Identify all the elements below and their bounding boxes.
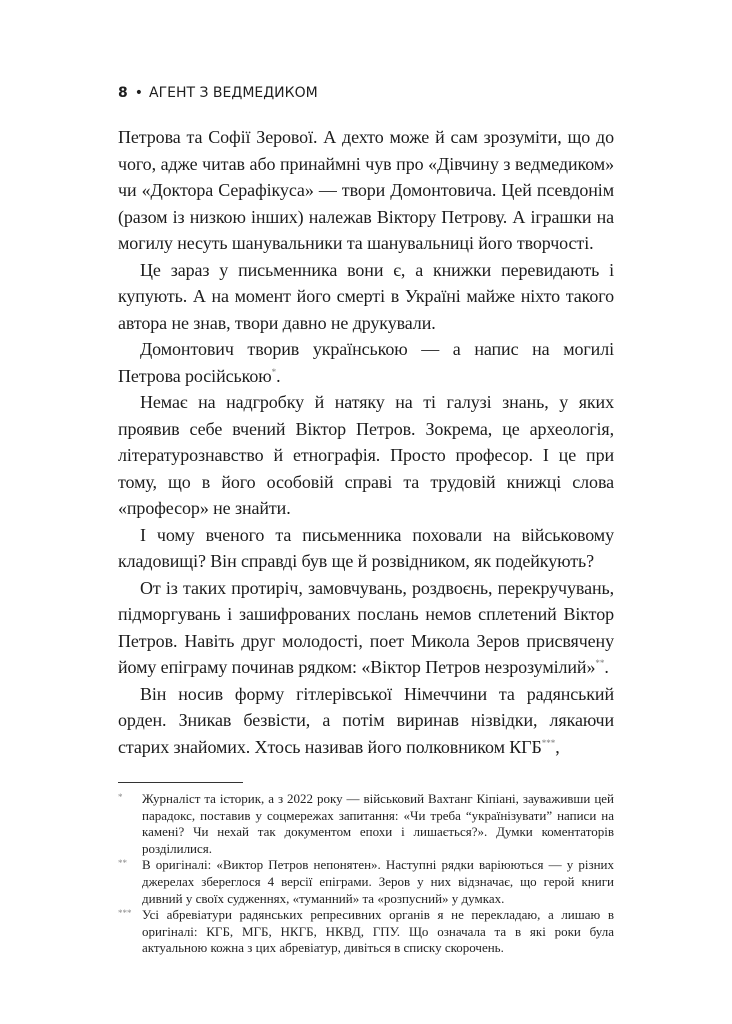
footnote-mark: *: [118, 792, 123, 802]
paragraph-text: Домонтович творив українською — а напис на могилі Петрова російською: [118, 339, 614, 386]
footnote: [118, 791, 614, 857]
footnote-text: Усі абревіатури радянських репресивних органів я не перекладаю, а лишаю в оригіналі: КГБ, МГБ, НКГБ, НКВД, ГПУ. Що означала та в які роки була актуальною кожна з цих абревіатур, дивіться в списку скорочень.: [142, 907, 614, 956]
paragraph: [118, 389, 614, 522]
footnote-text: Журналіст та історик, а з 2022 року — військовий Вахтанг Кіпіані, зауваживши цей парадокс, поставив у соцмережах запитання: «Чи треба “українізувати” написи на камені? Чи нехай так документом епохи і лишається?». Думки коментаторів розділилися.: [142, 791, 614, 856]
paragraph: [118, 522, 614, 575]
paragraph-text: От із таких протиріч, замовчувань, роздвоєнь, перекручувань, підморгувань і зашифрованих послань немов сплетений Віктор Петров. Навіть друг молодості, поет Микола Зеров присвячену йому епіграму починав рядком: «Віктор Петров незрозумілий»: [118, 577, 614, 677]
paragraph-text: Немає на надгробку й натяку на ті галузі знань, у яких проявив себе вчений Віктор Петров. Зокрема, це археологія, літературознавство й етнографія. Просто професор. І це при тому, що в його особовій справі та трудовій книжці слова «професор» не знайти.: [118, 392, 614, 518]
paragraph: [118, 257, 614, 337]
paragraph-text: Це зараз у письменника вони є, а книжки перевидають і купують. А на момент його смерті в Україні майже ніхто такого автора не знав, твори давно не друкували.: [118, 259, 614, 333]
footnote-reference[interactable]: *: [271, 366, 277, 377]
footnote: [118, 907, 614, 957]
punctuation: .: [604, 657, 609, 677]
footnote-divider: [118, 782, 243, 783]
paragraph: [118, 575, 614, 681]
main-text: [118, 124, 614, 760]
paragraph-text: Він носив форму гітлерівської Німеччини та радянський орден. Зникав безвісти, а потім виринав нізвідки, лякаючи старих знайомих. Хтось називав його полковником КГБ: [118, 683, 614, 757]
footnote: [118, 857, 614, 907]
paragraph: [118, 336, 614, 389]
punctuation: .: [276, 365, 281, 386]
bullet-separator: •: [134, 85, 144, 101]
book-title: АГЕНТ З ВЕДМЕДИКОМ: [149, 85, 318, 101]
running-head: [118, 84, 614, 102]
footnote-reference[interactable]: ***: [541, 737, 556, 748]
footnote-text: В оригіналі: «Виктор Петров непонятен». Наступні рядки варіюються — у різних джерелах збереглося 4 версії епіграми. Зеров у них відзначає, що герой книги дивний у своїх судженнях, «туманний» та «розпусний» у думках.: [142, 857, 614, 906]
page-number: 8: [118, 85, 128, 101]
footnotes: [118, 791, 614, 957]
paragraph: [118, 124, 614, 257]
footnote-mark: **: [118, 858, 127, 869]
footnote-reference[interactable]: **: [595, 658, 605, 668]
punctuation: ,: [555, 736, 560, 757]
paragraph-text: Петрова та Софії Зерової. А дехто може й сам зрозуміти, що до чого, адже читав або принаймні чув про «Дівчину з ведмедиком» чи «Доктора Серафікуса» — твори Домонтовича. Цей псевдонім (разом із низкою інших) належав Віктору Петрову. А іграшки на могилу несуть шанувальники та шанувальниці його творчості.: [118, 127, 614, 253]
footnote-mark: ***: [118, 908, 132, 919]
paragraph-text: І чому вченого та письменника поховали на військовому кладовищі? Він справді був ще й розвідником, як подейкують?: [118, 524, 614, 571]
paragraph: [118, 681, 614, 761]
